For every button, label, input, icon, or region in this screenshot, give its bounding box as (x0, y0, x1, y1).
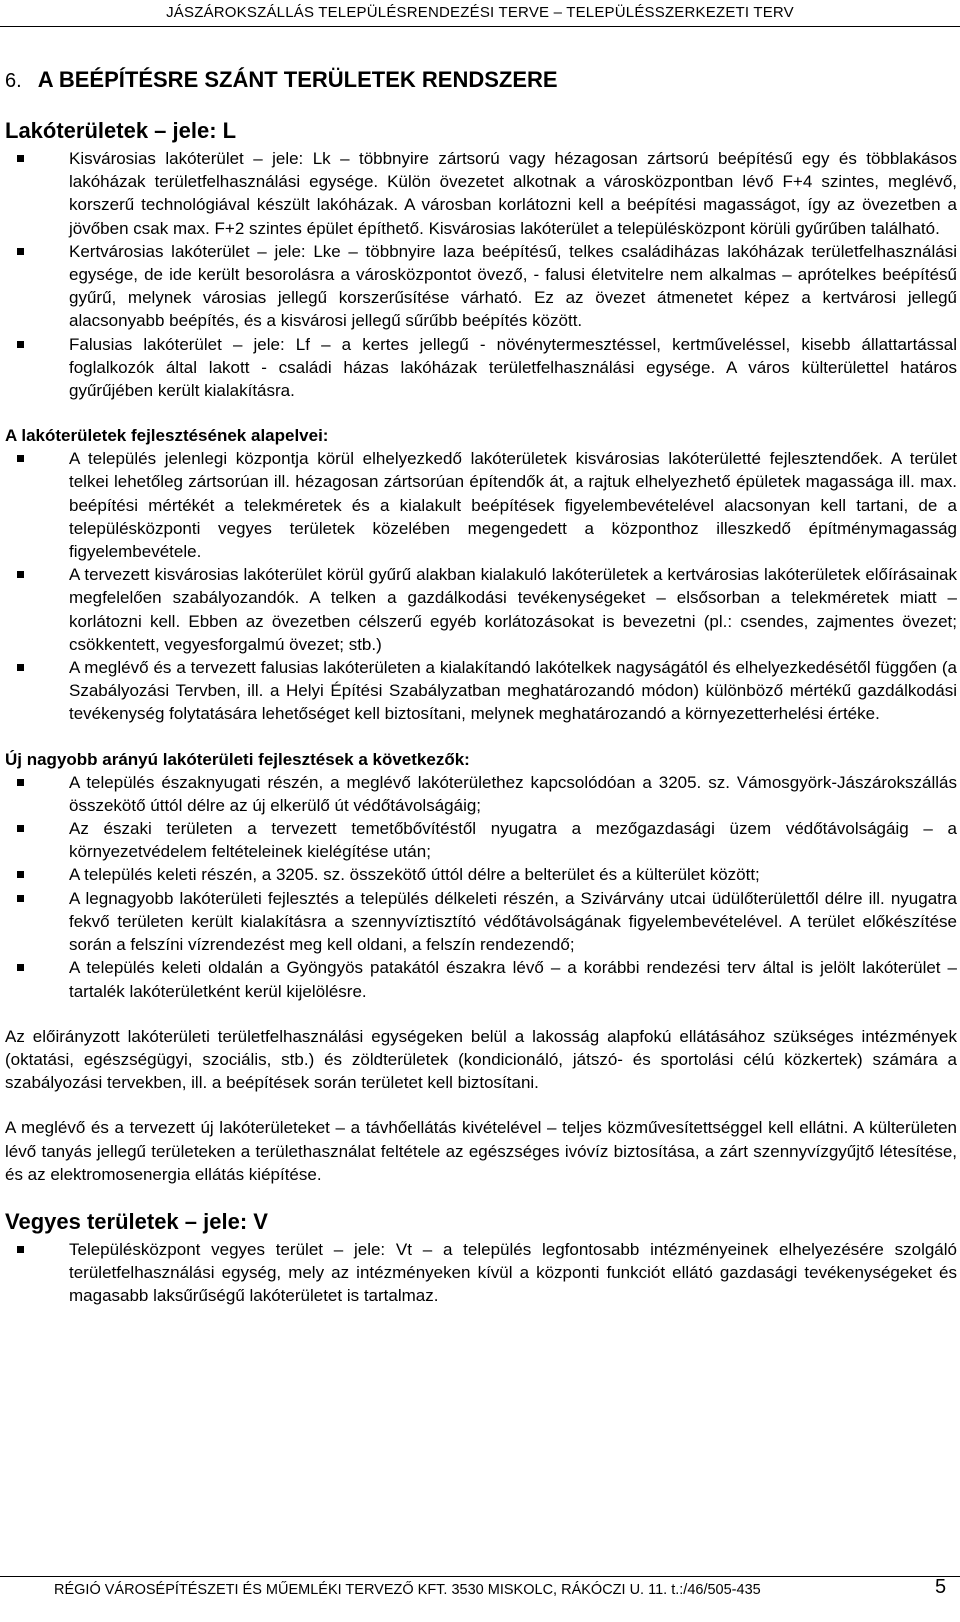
section-heading-alapelvek: A lakóterületek fejlesztésének alapelvei: (5, 426, 329, 446)
list-item: A meglévő és a tervezett falusias lakóterületen a kialakítandó lakótelkek nagyságától és elhelyezkedésétől függően (a Szabályozási Tervben, ill. a Helyi Építési Szabályzatban meghatározandó módon) különböző mértékű gazdálkodási tevékenység folytatására lehetőséget kell biztosítani, melynek meghatározandó a környezetterhelési értéke. (5, 656, 957, 726)
bullet-list-lakoteruletek (5, 147, 957, 402)
section-heading-uj-fejlesztesek: Új nagyobb arányú lakóterületi fejlesztések a következők: (5, 749, 470, 769)
body-paragraph: A meglévő és a tervezett új lakóterületeket – a távhőellátás kivételével – teljes közművesítettséggel kell ellátni. A külterületen lévő tanyás jellegű területeken a területhasználat feltétele az egészséges ivóvíz biztosítása, a zárt szennyvízgyűjtő létesítése, és az elektromosenergia ellátás kiépítése. (5, 1118, 957, 1184)
section-heading-vegyes: Vegyes területek – jele: V (5, 1208, 268, 1234)
bullet-list-uj-fejlesztesek (5, 771, 957, 1003)
footer-text: RÉGIÓ VÁROSÉPÍTÉSZETI ÉS MŰEMLÉKI TERVEZŐ KFT. 3530 MISKOLC, RÁKÓCZI U. 11. t.:/46/505-435 (54, 1582, 761, 1598)
page-content (5, 66, 957, 1308)
bullet-list-vegyes (5, 1238, 957, 1308)
list-item: A település jelenlegi központja körül elhelyezkedő lakóterületek kisvárosias lakóterületté fejlesztendőek. A terület telkei lehetőleg zártsorúan ill. hézagosan zártsorúan építendők át, a rajtuk elhelyezhető épületek magassága ill. max. beépítési mértékét a telekméretek és a kialakult beépítések figyelembevételével alacsonyan kell tartani, de a településközponti vegyes területek közelében megengedett a központhoz illeszkedő építménymagasság figyelembevétele. (5, 447, 957, 563)
chapter-title (5, 66, 957, 95)
bullet-list-alapelvek (5, 447, 957, 725)
list-item: Településközpont vegyes terület – jele: Vt – a település legfontosabb intézményeinek elhelyezésére szolgáló területfelhasználási egység, mely az intézményeken kívül a központi funkciót ellátó gazdasági tevékenységeket és magasabb laksűrűségű lakóterületet is tartalmaz. (5, 1238, 957, 1308)
header-divider (0, 26, 960, 27)
list-item: A település keleti oldalán a Gyöngyös patakától északra lévő – a korábbi rendezési terv által is jelölt lakóterület – tartalék lakóterületként kerül kijelölésre. (5, 956, 957, 1002)
section-heading-lakoteruletek: Lakóterületek – jele: L (5, 118, 237, 143)
page-number: 5 (935, 1576, 947, 1598)
chapter-number: 6. (5, 70, 22, 92)
running-header: JÁSZÁROKSZÁLLÁS TELEPÜLÉSRENDEZÉSI TERVE – TELEPÜLÉSSZERKEZETI TERV (166, 4, 794, 21)
list-item: A legnagyobb lakóterületi fejlesztés a település délkeleti részén, a Szivárvány utcai üdülőterülettől délre ill. nyugatra fekvő területen került kialakításra a szennyvíztisztító védőtávolságának figyelembevételével. A terület előkészítése során a felszíni vízrendezést meg kell oldani, a felszín rendezendő; (5, 887, 957, 957)
list-item: A település keleti részén, a 3205. sz. összekötő úttól délre a belterület és a külterület között; (5, 863, 957, 886)
list-item: Kertvárosias lakóterület – jele: Lke – többnyire laza beépítésű, telkes családiházas lakóházak területfelhasználási egysége, de ide került besorolásra a városközpontot övező, - falusi életvitelre nem alkalmas – aprótelkes beépítésű gyűrű, melynek városias jellegű korszerűsítése várható. Ez az övezet átmenetet képez a kertvárosi jellegű alacsonyabb beépítés, és a kisvárosi jellegű sűrűbb beépítés között. (5, 240, 957, 333)
list-item: Kisvárosias lakóterület – jele: Lk – többnyire zártsorú vagy hézagosan zártsorú beépítésű egy és többlakásos lakóházak területfelhasználási egysége. Külön övezetet alkotnak a városközpontban lévő F+4 szintes, meglévő, korszerű technológiával készült lakóházak. A városban korlátozni kell a beépítési magasságot, így az övezetben a jövőben csak max. F+2 szintes épület építhető. Kisvárosias lakóterület a településközpont körüli gyűrűben található. (5, 147, 957, 240)
footer-divider (0, 1576, 960, 1577)
list-item: Falusias lakóterület – jele: Lf – a kertes jellegű - növénytermesztéssel, kertműveléssel, kisebb állattartással foglalkozók által lakott - családi házas lakóházak területfelhasználási egysége. A város külterülettel határos gyűrűjében került kialakításra. (5, 333, 957, 403)
list-item: A tervezett kisvárosias lakóterület körül gyűrű alakban kialakuló lakóterületek a kertvárosias lakóterületek előírásainak megfelelően szabályozandók. A telken a gazdálkodási tevékenységeket – elsősorban a telekméretek miatt – korlátozni kell. Ebben az övezetben célszerű egyéb korlátozásokat is bevezetni (pl.: csendes, zajmentes övezet; csökkentett, vegyesforgalmú övezet; stb.) (5, 563, 957, 656)
list-item: Az északi területen a tervezett temetőbővítéstől nyugatra a mezőgazdasági üzem védőtávolságáig – a környezetvédelem feltételeinek kielégítése után; (5, 817, 957, 863)
chapter-title-text: A BEÉPÍTÉSRE SZÁNT TERÜLETEK RENDSZERE (37, 67, 558, 92)
body-paragraph: Az előirányzott lakóterületi területfelhasználási egységeken belül a lakosság alapfokú ellátásához szükséges intézmények (oktatási, egészségügyi, szociális, stb.) és zöldterületek (kondicionáló, játszó- és sportolási célú közkertek) számára a szabályozási tervekben, ill. a beépítések során területet kell biztosítani. (5, 1026, 957, 1093)
list-item: A település északnyugati részén, a meglévő lakóterülethez kapcsolódóan a 3205. sz. Vámosgyörk-Jászárokszállás összekötő úttól délre az új elkerülő út védőtávolságáig; (5, 771, 957, 817)
